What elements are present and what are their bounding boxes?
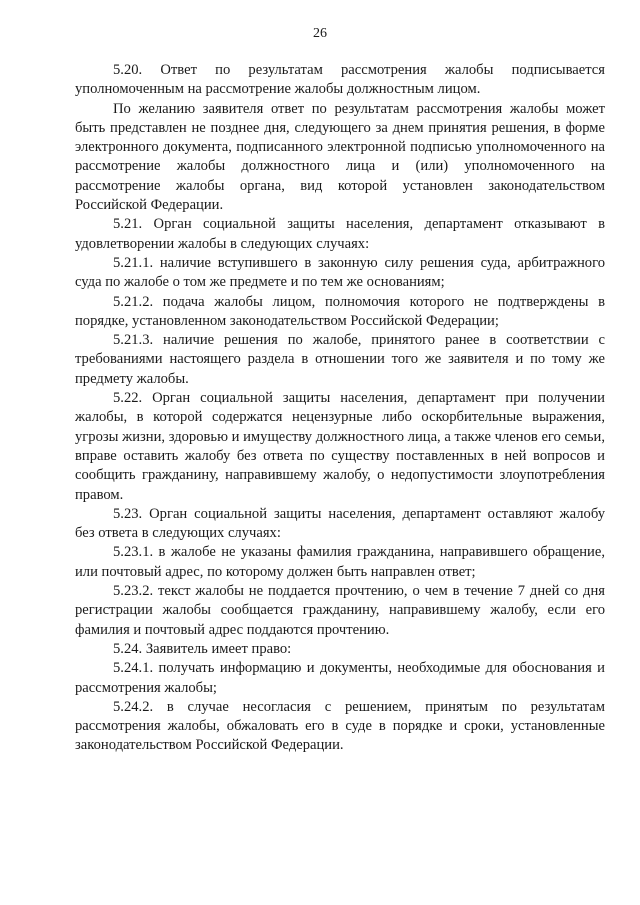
page-number: 26 — [313, 26, 327, 41]
paragraph-5-20: 5.20. Ответ по результатам рассмотрения жалобы подписывается уполномоченным на рассмотрение жалобы должностным лицом. — [75, 62, 605, 98]
paragraph-electronic-response: По желанию заявителя ответ по результатам рассмотрения жалобы может быть представлен не позднее дня, следующего за днем принятия решения, в форме электронного документа, подписанного электронной подписью уполномоченного на рассмотрение жалобы должностного лица и (или) уполномоченного на рассмотрение жалобы органа, вид которой установлен законодательством Российской Федерации. — [75, 100, 605, 214]
paragraph-5-21-1: 5.21.1. наличие вступившего в законную силу решения суда, арбитражного суда по жалобе о том же предмете и по тем же основаниям; — [75, 254, 605, 291]
paragraph-5-24-1: 5.24.1. получать информацию и документы, необходимые для обоснования и рассмотрения жалобы; — [75, 660, 605, 696]
paragraph-5-24: 5.24. Заявитель имеет право: — [113, 640, 292, 657]
paragraph-5-21-3: 5.21.3. наличие решения по жалобе, принятого ранее в соответствии с требованиями настоящего раздела в отношении того же заявителя и по тому же предмету жалобы. — [75, 332, 605, 387]
document-body — [75, 61, 605, 756]
paragraph-5-23: 5.23. Орган социальной защиты населения, департамент оставляют жалобу без ответа в следующих случаях: — [75, 505, 605, 542]
paragraph-5-24-2: 5.24.2. в случае несогласия с решением, принятым по результатам рассмотрения жалобы, обжаловать его в суде в порядке и сроки, установленные законодательством Российской Федерации. — [75, 698, 605, 754]
paragraph-5-23-1: 5.23.1. в жалобе не указаны фамилия гражданина, направившего обращение, или почтовый адрес, по которому должен быть направлен ответ; — [75, 544, 605, 580]
paragraph-5-21: 5.21. Орган социальной защиты населения, департамент отказывают в удовлетворении жалобы в следующих случаях: — [75, 216, 605, 252]
paragraph-5-21-2: 5.21.2. подача жалобы лицом, полномочия которого не подтверждены в порядке, установленном законодательством Российской Федерации; — [75, 293, 605, 329]
paragraph-5-23-2: 5.23.2. текст жалобы не поддается прочтению, о чем в течение 7 дней со дня регистрации жалобы сообщается гражданину, направившему жалобу, если его фамилия и почтовый адрес поддаются прочтению. — [75, 583, 605, 638]
paragraph-5-22: 5.22. Орган социальной защиты населения, департамент при получении жалобы, в которой содержатся нецензурные либо оскорбительные выражения, угрозы жизни, здоровью и имуществу должностного лица, а также членов его семьи, вправе оставить жалобу без ответа по существу поставленных в ней вопросов и сообщить гражданину, направившему жалобу, о недопустимости злоупотребления правом. — [75, 390, 605, 503]
